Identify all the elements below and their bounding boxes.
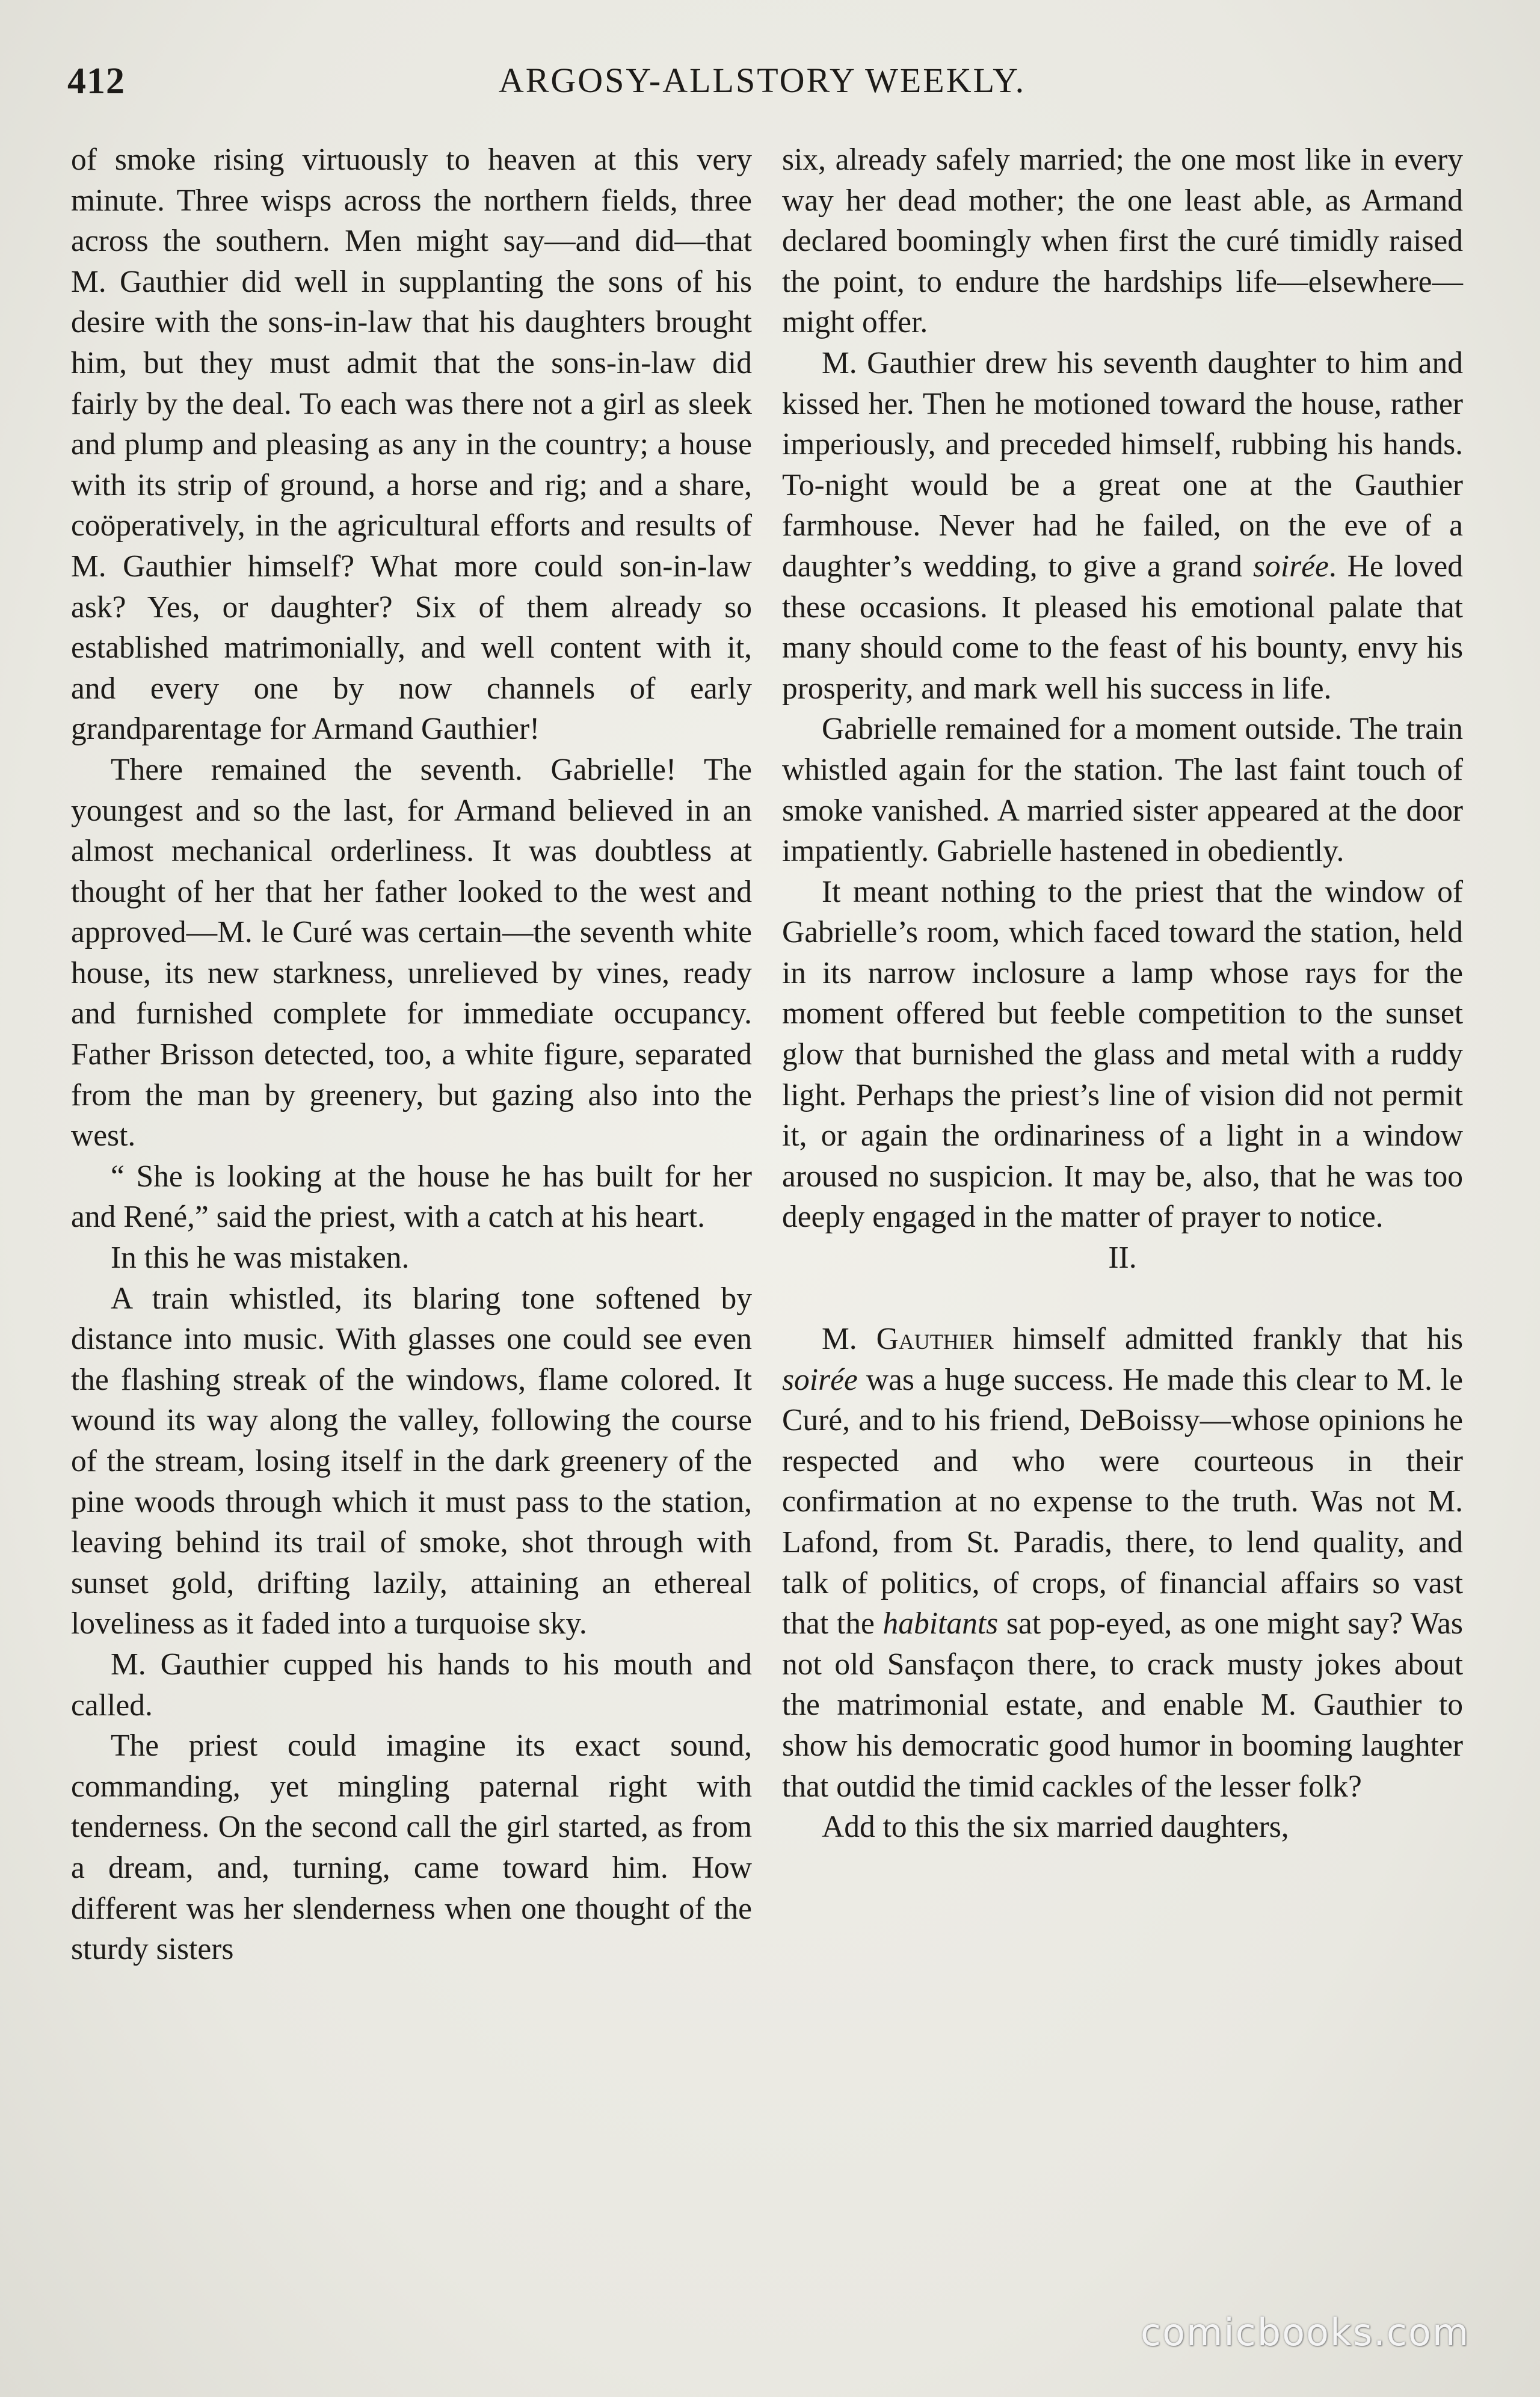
lead-in-small-caps: M. Gauthier (822, 1322, 994, 1357)
section-heading: II. (1108, 1241, 1137, 1276)
paragraph: There remained the seventh. Gabrielle! The youngest and so the last, for Armand believed in an almost mechanical orderliness. It was doubtless at thought of her that her father looked to the west and approved—M. le Curé was certain—the seventh white house, its new starkness, unrelieved by vines, ready and furnished complete for immediate occupancy. Father Brisson detected, too, a white figure, separated from the man by greenery, but gazing also into the west. (71, 752, 752, 1153)
paragraph-body: himself admitted frankly that his soirée was a huge success. He made this clear to M. le Curé, and to his friend, DeBoissy—whose opinions he respected and who were courteous in their confirmation at no expense to the truth. Was not M. Lafond, from St. Paradis, there, to lend quality, and talk of politics, of crops, of financial affairs so vast that the habitants sat pop-eyed, as one might say? Was not old Sansfaçon there, to crack musty jokes about the matrimonial estate, and enable M. Gauthier to show his democratic good humor in booming laughter that outdid the timid cackles of the lesser folk? (782, 1322, 1463, 1804)
right-column (782, 140, 1463, 1848)
page-header (67, 60, 1457, 114)
paragraph (782, 1319, 1463, 1807)
paragraph: It meant nothing to the priest that the window of Gabrielle’s room, which faced toward the station, held in its narrow inclosure a lamp whose rays for the moment offered but feeble competition to the sunset glow that burnished the glass and metal with a ruddy light. Perhaps the priest’s line of vision did not permit it, or again the ordinariness of a light in a window aroused no suspicion. It may be, also, that he was too deeply engaged in the matter of prayer to notice. (782, 874, 1463, 1235)
paragraph: The priest could imagine its exact sound, commanding, yet mingling paternal right with tenderness. On the second call the girl started, as from a dream, and, turning, came toward him. How different was her slenderness when one thought of the sturdy sisters (71, 1729, 752, 1967)
paragraph: Gabrielle remained for a moment outside. The train whistled again for the station. The last faint touch of smoke vanished. A married sister appeared at the door impatiently. Gabrielle hastened in obediently. (782, 712, 1463, 869)
paragraph: Add to this the six married daughters, (822, 1810, 1289, 1845)
paragraph: “ She is looking at the house he has built for her and René,” said the priest, with a catch at his heart. (71, 1159, 752, 1235)
paragraph: of smoke rising virtuously to heaven at this very minute. Three wisps across the northern fields, three across the southern. Men might say—and did—that M. Gauthier did well in supplanting the sons of his desire with the sons-in-law that his daughters brought him, but they must admit that the sons-in-law did fairly by the deal. To each was there not a girl as sleek and plump and pleasing as any in the country; a house with its strip of ground, a horse and rig; and a share, coöperatively, in the agricultural efforts and results of M. Gauthier himself? What more could son-in-law ask? Yes, or daughter? Six of them already so established matrimonially, and well content with it, and every one by now channels of early grandparentage for Armand Gauthier! (71, 143, 752, 747)
watermark-logo: comicbooks.com (1141, 2310, 1470, 2354)
left-column (71, 140, 752, 1970)
paragraph: six, already safely married; the one most like in every way her dead mother; the one least able, as Armand declared boomingly when first the curé timidly raised the point, to endure the hardships life—elsewhere—might offer. (782, 143, 1463, 340)
paragraph: M. Gauthier drew his seventh daughter to him and kissed her. Then he motioned toward the house, rather imperiously, and preceded himself, rubbing his hands. To-night would be a great one at the Gauthier farmhouse. Never had he failed, on the eve of a daughter’s wedding, to give a grand soirée. He loved these occasions. It pleased his emotional palate that many should come to the feast of his bounty, envy his prosperity, and mark well his success in life. (782, 345, 1464, 706)
running-title: ARGOSY-ALLSTORY WEEKLY. (498, 61, 1026, 100)
page-number: 412 (67, 61, 125, 102)
paragraph: A train whistled, its blaring tone softened by distance into music. With glasses one could see even the flashing streak of the windows, flame colored. It wound its way along the valley, following the course of the stream, losing itself in the dark greenery of the pine woods through which it must pass to the station, leaving behind its trail of smoke, shot through with sunset gold, drifting lazily, attaining an ethereal loveliness as it faded into a turquoise sky. (71, 1281, 752, 1641)
paragraph: In this he was mistaken. (111, 1241, 410, 1276)
paragraph: M. Gauthier cupped his hands to his mouth and called. (71, 1647, 752, 1723)
